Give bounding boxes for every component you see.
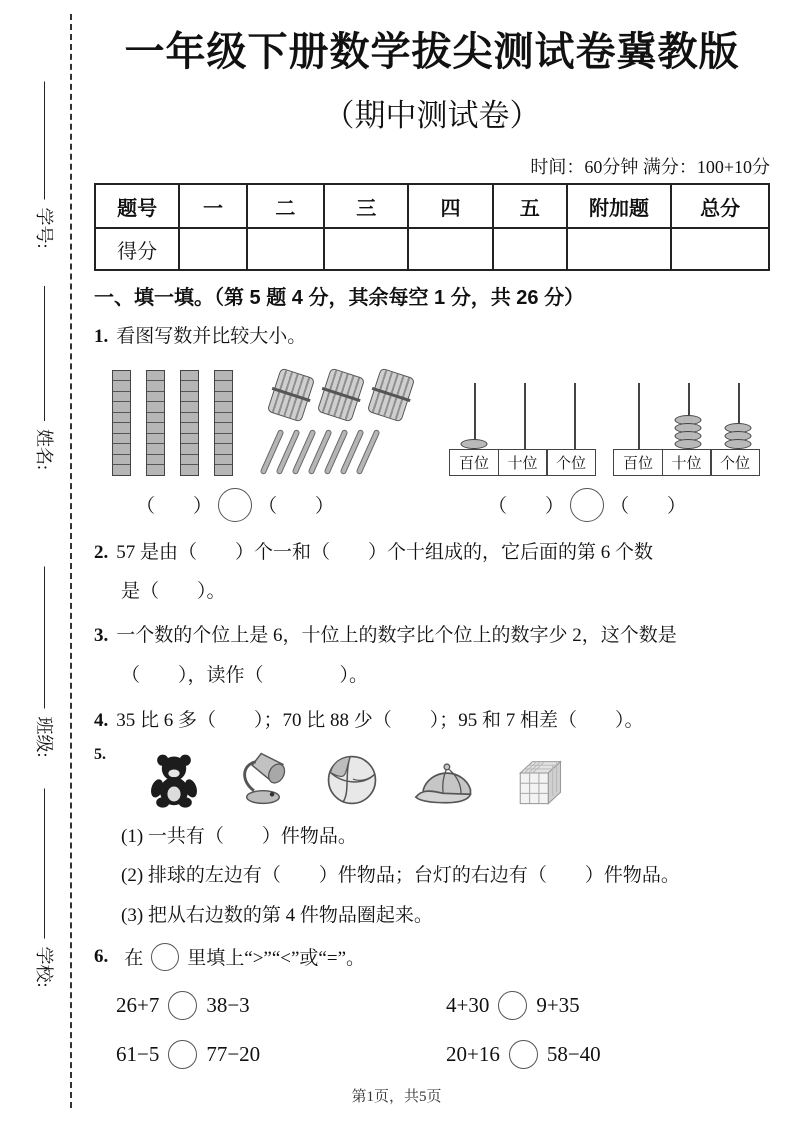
loose-sticks xyxy=(269,428,409,476)
question-6-prefix: 在 xyxy=(124,948,144,970)
expression-right: 58−40 xyxy=(546,1041,601,1066)
question-2-line1: 57 是由（ ）个一和（ ）个十组成的，它后面的第 6 个数 xyxy=(116,541,654,563)
answer-blank: （ ） xyxy=(136,496,213,518)
test-paper xyxy=(94,28,770,1069)
time-and-score-info: 时间：60分钟 满分：100+10分 xyxy=(530,157,770,177)
score-table-header-cell: 四 xyxy=(408,184,492,228)
board-2-rods xyxy=(613,383,763,449)
abacus-bead xyxy=(725,439,752,449)
question-4-text: 35 比 6 多（ ）；70 比 88 少（ ）；95 和 7 相差（ ）。 xyxy=(116,710,644,732)
place-value-label: 个位 xyxy=(710,449,760,476)
expression-left: 4+30 xyxy=(446,992,490,1017)
abacus-bead xyxy=(461,439,488,449)
stick-bundles xyxy=(273,372,409,418)
score-cell xyxy=(567,228,671,270)
board-2-labels xyxy=(613,449,763,476)
cube-rods xyxy=(112,370,233,476)
question-1-text: 看图写数并比较大小。 xyxy=(116,326,307,347)
student-id-label: 学号: xyxy=(34,207,54,249)
question-4 xyxy=(94,708,770,734)
question-5 xyxy=(94,746,770,810)
comparison-circle xyxy=(570,488,604,522)
seal-dashed-line xyxy=(70,14,72,1108)
question-1 xyxy=(94,324,770,350)
cube-rod xyxy=(180,370,199,476)
question-5-number: 5. xyxy=(94,745,106,763)
question-1-number: 1. xyxy=(94,326,109,347)
expression-right: 9+35 xyxy=(536,992,580,1017)
cube-rod xyxy=(214,370,233,476)
score-cell xyxy=(179,228,246,270)
score-cell xyxy=(324,228,408,270)
place-value-label: 百位 xyxy=(613,449,663,476)
stick-bundle xyxy=(267,367,315,422)
question-5-sub1: (1) 一共有（ ）件物品。 xyxy=(121,825,357,847)
place-value-board-2 xyxy=(613,383,763,476)
expression-left: 20+16 xyxy=(446,1041,500,1066)
page-title: 一年级下册数学拔尖测试卷冀教版 xyxy=(124,29,740,74)
question-3-line2: （ ），读作（ ）。 xyxy=(121,664,369,686)
comparison-circle xyxy=(498,991,527,1020)
score-table-header-cell: 一 xyxy=(179,184,246,228)
question-2-number: 2. xyxy=(94,541,109,563)
place-value-boards xyxy=(449,383,763,476)
student-id-field xyxy=(32,81,58,248)
comparison-circle xyxy=(168,991,197,1020)
comparison-group-1 xyxy=(136,488,334,522)
stick-bundle xyxy=(317,367,365,422)
place-value-label: 十位 xyxy=(662,449,712,476)
place-value-label: 十位 xyxy=(498,449,548,476)
student-name-label: 姓名: xyxy=(34,428,54,471)
score-table-header-cell: 二 xyxy=(247,184,325,228)
question-6 xyxy=(94,943,770,971)
expression-left: 61−5 xyxy=(116,1041,160,1066)
cube-rod xyxy=(146,370,165,476)
score-cell xyxy=(408,228,492,270)
place-value-board-1 xyxy=(449,383,599,476)
class-field xyxy=(32,566,58,757)
score-row-label: 得分 xyxy=(95,228,179,270)
student-name-blank-line xyxy=(45,286,46,421)
comparison-circle xyxy=(168,1040,197,1069)
score-table-header-cell: 三 xyxy=(324,184,408,228)
question-2 xyxy=(94,540,770,566)
school-blank-line xyxy=(45,788,46,938)
fill-circle xyxy=(151,943,179,971)
score-cell xyxy=(247,228,325,270)
score-table-header-cell: 总分 xyxy=(671,184,769,228)
page-footer: 第1页，共5页 xyxy=(351,1089,442,1105)
cube-rod xyxy=(112,370,131,476)
score-cell xyxy=(671,228,769,270)
question-5-sub2: (2) 排球的左边有（ ）件物品；台灯的右边有（ ）件物品。 xyxy=(121,865,680,887)
score-table-header-cell: 五 xyxy=(493,184,567,228)
question-1-answer-row xyxy=(94,488,770,522)
question-6-suffix: 里填上“>”“<”或“=”。 xyxy=(187,948,366,970)
section1-heading: 一、填一填。（第 5 题 4 分，其余每空 1 分，共 26 分） xyxy=(94,287,585,309)
answer-blank: （ ） xyxy=(610,496,687,518)
comparison-circle xyxy=(218,488,252,522)
student-name-field xyxy=(32,286,58,470)
page-subtitle: （期中测试卷） xyxy=(323,98,541,133)
expression-right: 77−20 xyxy=(206,1041,261,1066)
comparison-item xyxy=(446,1040,770,1069)
comparison-item xyxy=(116,991,446,1020)
question-2-line2: 是（ ）。 xyxy=(121,581,226,603)
question-1-figure xyxy=(112,360,770,476)
volleyball-icon xyxy=(322,750,382,810)
school-field xyxy=(32,788,58,987)
score-table-header-cell: 附加题 xyxy=(567,184,671,228)
student-id-blank-line xyxy=(45,81,46,199)
baseball-cap-icon xyxy=(412,754,478,810)
board-1-labels xyxy=(449,449,599,476)
comparison-item xyxy=(446,991,770,1020)
teddy-bear-icon xyxy=(144,748,204,810)
seal-margin xyxy=(0,0,88,1122)
question-4-number: 4. xyxy=(94,710,109,732)
question-6-number: 6. xyxy=(94,945,109,967)
desk-lamp-icon xyxy=(234,746,292,810)
stick-group xyxy=(267,364,409,476)
comparison-group-2 xyxy=(488,488,686,522)
school-label: 学校: xyxy=(34,946,54,988)
class-label: 班级: xyxy=(34,716,54,758)
expression-right: 38−3 xyxy=(206,992,250,1017)
abacus-bead xyxy=(675,439,702,449)
question-6-grid xyxy=(116,971,770,1069)
rubiks-cube-icon xyxy=(508,750,564,810)
score-table xyxy=(94,183,770,271)
comparison-item xyxy=(116,1040,446,1069)
answer-blank: （ ） xyxy=(258,496,335,518)
comparison-circle xyxy=(509,1040,538,1069)
question-5-sub3: (3) 把从右边数的第 4 件物品圈起来。 xyxy=(121,905,433,927)
stick-bundle xyxy=(367,367,415,422)
class-blank-line xyxy=(45,566,46,708)
question-3 xyxy=(94,623,770,649)
answer-blank: （ ） xyxy=(488,496,565,518)
score-table-header-cell: 题号 xyxy=(95,184,179,228)
question-3-line1: 一个数的个位上是 6，十位上的数字比个位上的数字少 2，这个数是 xyxy=(116,624,677,646)
expression-left: 26+7 xyxy=(116,992,160,1017)
board-1-rods xyxy=(449,383,599,449)
place-value-label: 个位 xyxy=(546,449,596,476)
score-cell xyxy=(493,228,567,270)
question-3-number: 3. xyxy=(94,624,109,646)
place-value-label: 百位 xyxy=(449,449,499,476)
